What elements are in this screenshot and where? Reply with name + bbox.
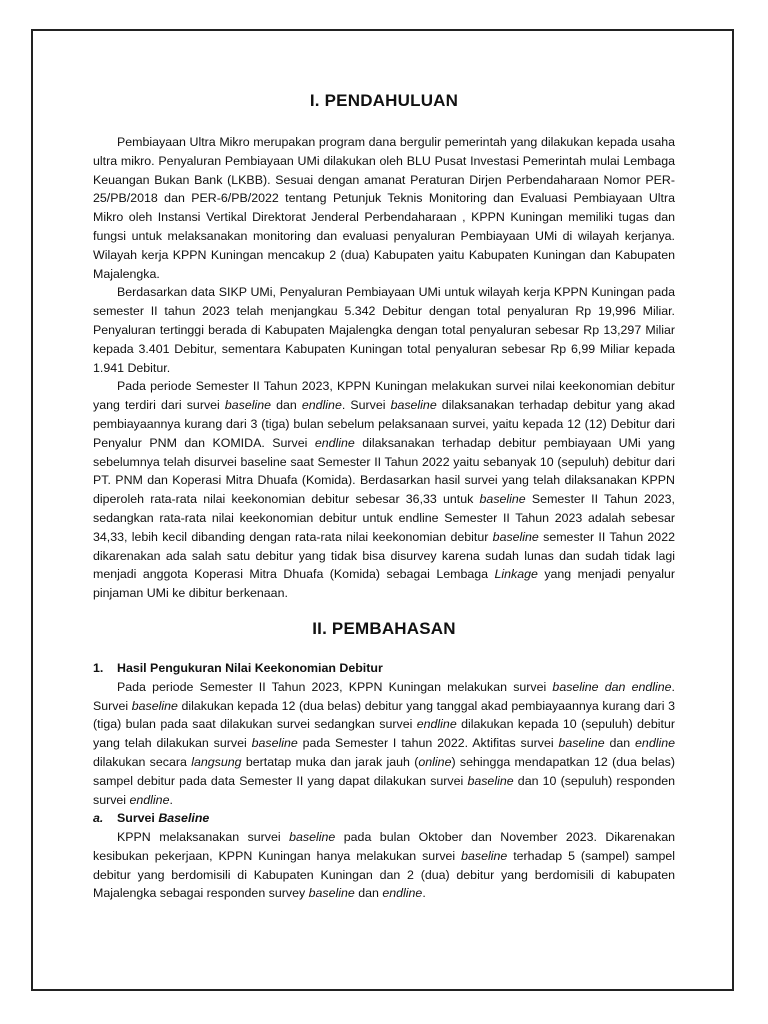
italic-run: baseline bbox=[479, 492, 526, 507]
text-run: . Survei bbox=[341, 398, 391, 413]
italic-run: baseline bbox=[492, 529, 539, 544]
text-run: . bbox=[169, 792, 173, 807]
text-run: KPPN melaksanakan survei bbox=[117, 830, 290, 845]
italic-run: baseline dan endline bbox=[552, 679, 672, 694]
subsection-a-heading bbox=[93, 809, 675, 828]
section-1-paragraph-1: Pembiayaan Ultra Mikro merupakan program dana bergulir pemerintah yang dilakukan kepada usaha ultra mikro. Penyaluran Pembiayaan UMi dilakukan oleh BLU Pusat Investasi Pemerintah mulai Lembaga Keuangan Bukan Bank (LKBB). Sesuai dengan amanat Peraturan Dirjen Perbendaharaan Nomor PER-25/PB/2018 dan PER-6/PB/2022 tentang Petunjuk Teknis Monitoring dan Evaluasi Pembiayaan Ultra Mikro oleh Instansi Vertikal Direktorat Jenderal Perbendaharaan , KPPN Kuningan memiliki tugas dan fungsi untuk melaksanakan monitoring dan evaluasi penyaluran Pembiayaan UMi di wilayah kerjanya. Wilayah kerja KPPN Kuningan mencakup 2 (dua) Kabupaten yaitu Kabupaten Kuningan dan Kabupaten Majalengka. bbox=[93, 135, 675, 281]
text-run: ) sehingga mendapatkan 12 (dua belas) sampel debitur pada data Semester II yang dapat dilakukan survei bbox=[93, 754, 675, 788]
subsection-a-paragraph bbox=[93, 828, 675, 903]
subsection-title-prefix: Survei bbox=[117, 811, 159, 826]
text-run: Pada periode Semester II Tahun 2023, KPPN Kuningan melakukan survei bbox=[117, 679, 553, 694]
subsection-1-paragraph bbox=[93, 678, 675, 810]
subsection-letter: a. bbox=[93, 811, 104, 826]
italic-run: baseline bbox=[289, 830, 336, 845]
italic-run: endline bbox=[314, 435, 355, 450]
italic-run: langsung bbox=[191, 754, 242, 769]
text-run: dilakukan secara bbox=[93, 754, 192, 769]
text-run: dan bbox=[271, 398, 302, 413]
italic-run: baseline bbox=[251, 736, 298, 751]
subsection-title: Hasil Pengukuran Nilai Keekonomian Debitur bbox=[117, 660, 383, 675]
text-run: yang menjadi penyalur pinjaman UMi ke dibitur berkenaan. bbox=[93, 567, 675, 601]
text-run: dan 10 (sepuluh) responden survei bbox=[93, 773, 675, 807]
italic-run: online bbox=[418, 754, 452, 769]
text-run: dilakukan kepada 12 (dua belas) debitur yang tanggal akad pembiayaannya kurang dari 3 (tiga) bulan pada saat dilakukan survei sedangkan survei bbox=[93, 698, 675, 732]
subsection-title-italic: Baseline bbox=[158, 811, 210, 826]
text-run: pada bulan Oktober dan November 2023. Dikarenakan kesibukan pekerjaan, KPPN Kuningan hanya melakukan survei bbox=[93, 830, 675, 863]
subsection-1-heading bbox=[93, 659, 675, 678]
document-page bbox=[31, 29, 734, 991]
text-run: dan bbox=[604, 736, 636, 751]
section-1-paragraph-2: Berdasarkan data SIKP UMi, Penyaluran Pembiayaan UMi untuk wilayah kerja KPPN Kuningan pada semester II tahun 2023 telah menjangkau 5.342 Debitur dengan total penyaluran Rp 19,996 Miliar. Penyaluran tertinggi berada di Kabupaten Majalengka dengan total penyaluran sebesar Rp 13,297 Miliar kepada 3.401 Debitur, sementara Kabupaten Kuningan total penyaluran sebesar Rp 6,99 Miliar kepada 1.941 Debitur. bbox=[93, 285, 675, 375]
text-run: . Survei bbox=[93, 679, 675, 713]
section-2-title: II. PEMBAHASAN bbox=[312, 618, 456, 638]
text-run: semester II Tahun 2022 dikarenakan ada salah satu debitur yang tidak bisa disurvey karena sudah lunas dan sudah tidak lagi menjadi anggota Koperasi Mitra Dhuafa (Komida) sebagai Lembaga bbox=[93, 529, 675, 582]
italic-run: endline bbox=[301, 398, 342, 413]
subsection-number: 1. bbox=[93, 660, 104, 675]
italic-run: endline bbox=[416, 717, 457, 732]
section-1-title: I. PENDAHULUAN bbox=[309, 91, 459, 110]
text-run: dan bbox=[354, 886, 383, 901]
italic-run: endline bbox=[635, 736, 675, 751]
italic-run: baseline bbox=[131, 698, 178, 713]
text-run: bertatap muka dan jarak jauh ( bbox=[241, 754, 419, 769]
italic-run: Linkage bbox=[494, 567, 538, 582]
italic-run: baseline bbox=[558, 736, 605, 751]
text-run: terhadap 5 (sampel) sampel debitur yang berdomisili di Kabupaten Kuningan dan 2 (dua) debitur yang berdomisili di kabupaten Majalengka sebagai responden survey bbox=[93, 848, 676, 901]
text-run: pada Semester I tahun 2022. Aktifitas survei bbox=[297, 736, 559, 751]
italic-run: endline bbox=[382, 886, 423, 901]
text-run: . bbox=[422, 886, 426, 901]
italic-run: endline bbox=[129, 792, 170, 807]
text-run: dilakukan kepada 10 (sepuluh) debitur yang telah dilakukan survei bbox=[93, 717, 675, 751]
text-run: Semester II Tahun 2023, sedangkan rata-rata nilai keekonomian debitur untuk endline Semester II Tahun 2023 adalah sebesar 34,33, lebih kecil dibanding dengan rata-rata nilai keekonomian debitur bbox=[93, 492, 675, 544]
italic-run: baseline bbox=[224, 398, 272, 413]
section-1-paragraph-3 bbox=[93, 377, 675, 603]
page-content bbox=[93, 87, 675, 903]
italic-run: baseline bbox=[390, 398, 437, 413]
italic-run: baseline bbox=[308, 886, 355, 901]
text-run: dilaksanakan terhadap debitur pembiayaan UMi yang sebelumnya telah disurvei baseline saat Semester II Tahun 2022 yaitu sebanyak 10 (sepuluh) debitur dari PT. PNM dan Koperasi Mitra Dhuafa (Komida). Berdasarkan hasil survei yang telah dilaksanakan KPPN diperoleh rata-rata nilai keekonomian debitur sebesar 36,33 untuk bbox=[93, 435, 676, 507]
text-run: Pada periode Semester II Tahun 2023, KPPN Kuningan melakukan survei nilai keekonomian debitur yang terdiri dari survei bbox=[93, 379, 675, 413]
italic-run: baseline bbox=[461, 848, 508, 863]
italic-run: baseline bbox=[467, 773, 514, 788]
text-run: dilaksanakan terhadap debitur yang akad pembiayaannya kurang dari 3 (tiga) bulan sebelum pelaksanaan survei, yaitu kepada 12 (12) Debitur dari Penyalur PNM dan KOMIDA. Survei bbox=[93, 398, 675, 450]
